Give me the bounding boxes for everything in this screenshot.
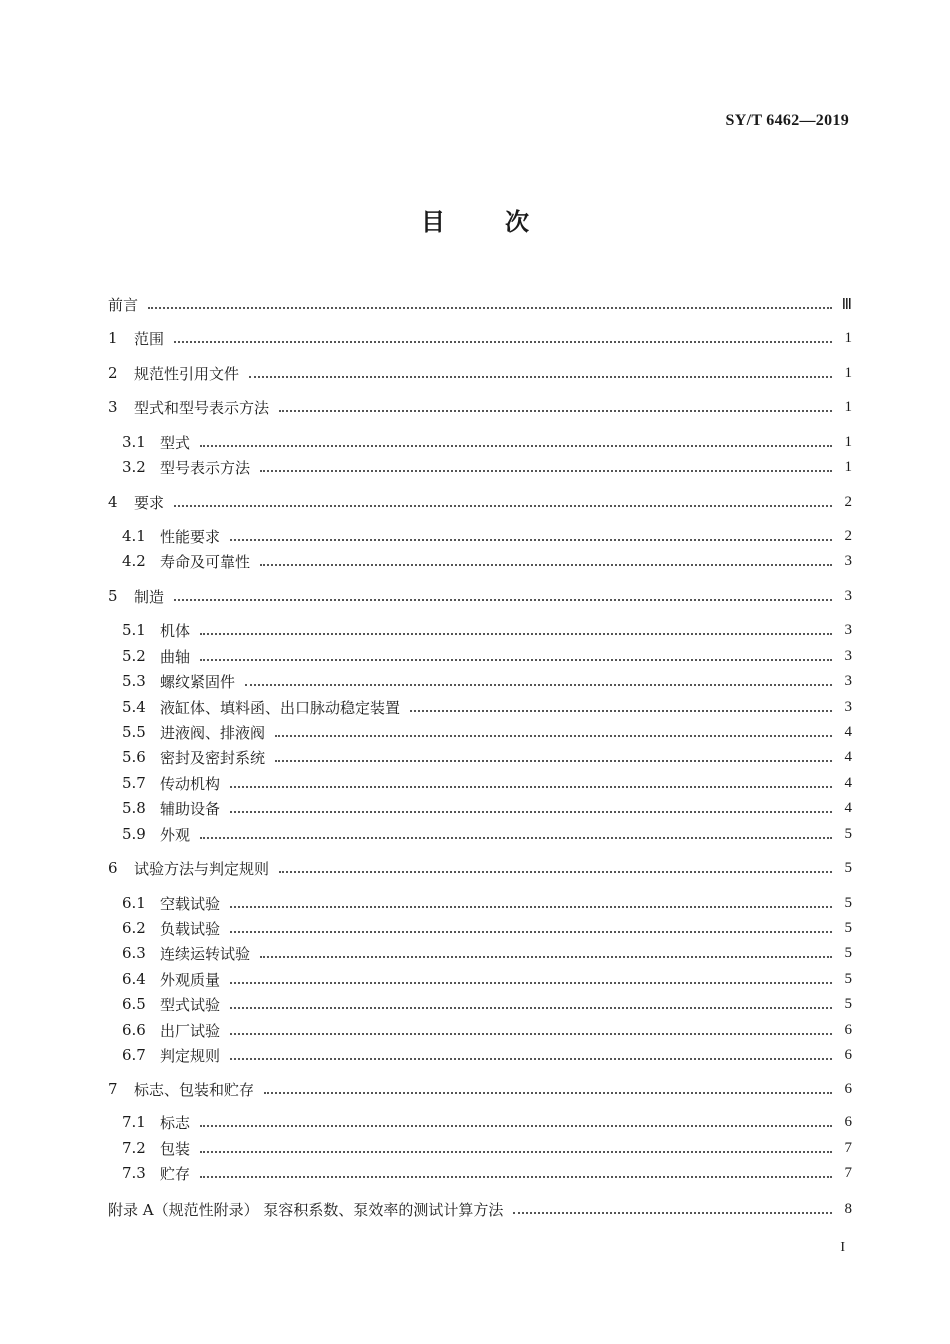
toc-entry-number: 5.9 bbox=[122, 825, 146, 843]
toc-entry[interactable] bbox=[108, 1077, 852, 1101]
dot-leader bbox=[230, 930, 832, 933]
toc-entry-page: 3 bbox=[844, 621, 852, 638]
toc-entry[interactable] bbox=[108, 292, 852, 316]
dot-leader bbox=[230, 905, 832, 908]
toc-entry[interactable] bbox=[108, 1136, 852, 1160]
toc-entry-number: 5.1 bbox=[122, 621, 146, 639]
toc-entry[interactable] bbox=[108, 430, 852, 454]
dot-leader bbox=[260, 469, 832, 472]
toc-entry-label: 判定规则 bbox=[160, 1046, 221, 1065]
toc-entry-label: 曲轴 bbox=[160, 647, 191, 666]
toc-entry-page: 1 bbox=[844, 329, 852, 346]
toc-entry-label: 出厂试验 bbox=[160, 1021, 221, 1040]
toc-entry-label: 辅助设备 bbox=[160, 799, 221, 818]
toc-entry-page: 5 bbox=[844, 995, 852, 1012]
toc-entry-label: 标志、包装和贮存 bbox=[134, 1080, 255, 1099]
toc-entry-label: 液缸体、填料函、出口脉动稳定装置 bbox=[160, 698, 401, 717]
dot-leader bbox=[513, 1211, 832, 1214]
dot-leader bbox=[260, 563, 832, 566]
toc-entry-page: 4 bbox=[844, 748, 852, 765]
toc-entry[interactable] bbox=[108, 992, 852, 1016]
toc-entry[interactable] bbox=[108, 967, 852, 991]
toc-entry-page: 3 bbox=[844, 647, 852, 664]
toc-entry-page: 6 bbox=[844, 1080, 852, 1097]
toc-entry-page: 4 bbox=[844, 774, 852, 791]
dot-leader bbox=[200, 444, 832, 447]
toc-entry-number: 5 bbox=[108, 587, 118, 605]
toc-entry-page: 5 bbox=[844, 919, 852, 936]
dot-leader bbox=[200, 1150, 832, 1153]
toc-entry[interactable] bbox=[108, 891, 852, 915]
toc-entry-label: 范围 bbox=[134, 329, 165, 348]
dot-leader bbox=[230, 1006, 832, 1009]
toc-entry[interactable] bbox=[108, 856, 852, 880]
toc-entry-number: 4.2 bbox=[122, 552, 146, 570]
dot-leader bbox=[230, 810, 832, 813]
toc-entry-label: 前言 bbox=[108, 295, 139, 314]
toc-entry-page: 6 bbox=[844, 1046, 852, 1063]
toc-entry-page: 2 bbox=[844, 493, 852, 510]
toc-entry[interactable] bbox=[108, 326, 852, 350]
toc-entry[interactable] bbox=[108, 796, 852, 820]
dot-leader bbox=[275, 734, 832, 737]
toc-entry-label: 外观质量 bbox=[160, 970, 221, 989]
toc-entry-page: 6 bbox=[844, 1113, 852, 1130]
toc-entry-label: 连续运转试验 bbox=[160, 944, 251, 963]
toc-entry-label: 负载试验 bbox=[160, 919, 221, 938]
toc-entry[interactable] bbox=[108, 1110, 852, 1134]
toc-entry[interactable] bbox=[108, 455, 852, 479]
toc-entry-page: 1 bbox=[844, 398, 852, 415]
toc-entry-page: 6 bbox=[844, 1021, 852, 1038]
toc-entry[interactable] bbox=[108, 745, 852, 769]
toc-entry-label: 型号表示方法 bbox=[160, 458, 251, 477]
page-title bbox=[0, 202, 950, 237]
dot-leader bbox=[230, 1057, 832, 1060]
dot-leader bbox=[200, 1124, 832, 1127]
toc-entry-page: 7 bbox=[844, 1164, 852, 1181]
toc-entry-page: 5 bbox=[844, 894, 852, 911]
toc-entry[interactable] bbox=[108, 695, 852, 719]
toc-entry-label: 机体 bbox=[160, 621, 191, 640]
toc-entry-number: 5.5 bbox=[122, 723, 146, 741]
toc-entry-page: 5 bbox=[844, 859, 852, 876]
dot-leader bbox=[200, 658, 832, 661]
dot-leader bbox=[279, 870, 832, 873]
toc-entry-page: 4 bbox=[844, 723, 852, 740]
toc-entry-number: 3.1 bbox=[122, 433, 146, 451]
toc-entry-number: 1 bbox=[108, 329, 118, 347]
dot-leader bbox=[264, 1091, 832, 1094]
toc-entry[interactable] bbox=[108, 524, 852, 548]
toc-entry-page: 5 bbox=[844, 970, 852, 987]
dot-leader bbox=[148, 306, 832, 309]
toc-entry[interactable] bbox=[108, 916, 852, 940]
toc-entry[interactable] bbox=[108, 395, 852, 419]
toc-entry-label: 试验方法与判定规则 bbox=[134, 859, 270, 878]
toc-entry-page: Ⅲ bbox=[841, 296, 852, 313]
toc-entry-label: 性能要求 bbox=[160, 527, 221, 546]
toc-entry-number: 6 bbox=[108, 859, 118, 877]
toc-entry-page: 5 bbox=[844, 944, 852, 961]
dot-leader bbox=[249, 375, 832, 378]
toc-entry-label: 附录 A（规范性附录） 泵容积系数、泵效率的测试计算方法 bbox=[108, 1200, 504, 1219]
dot-leader bbox=[174, 504, 832, 507]
toc-entry-page: 1 bbox=[844, 433, 852, 450]
dot-leader bbox=[275, 759, 832, 762]
dot-leader bbox=[279, 409, 832, 412]
dot-leader bbox=[174, 340, 832, 343]
toc-entry-page: 1 bbox=[844, 364, 852, 381]
toc-entry-label: 型式试验 bbox=[160, 995, 221, 1014]
dot-leader bbox=[230, 538, 832, 541]
toc-entry-label: 规范性引用文件 bbox=[134, 364, 240, 383]
toc-entry-number: 6.6 bbox=[122, 1021, 146, 1039]
toc-entry-number: 4 bbox=[108, 493, 118, 511]
toc-entry[interactable] bbox=[108, 1161, 852, 1185]
dot-leader bbox=[174, 598, 832, 601]
toc-entry-label: 传动机构 bbox=[160, 774, 221, 793]
toc-entry-number: 7.1 bbox=[122, 1113, 146, 1131]
toc-entry[interactable] bbox=[108, 720, 852, 744]
toc-entry-label: 外观 bbox=[160, 825, 191, 844]
toc-entry-label: 螺纹紧固件 bbox=[160, 672, 236, 691]
toc-entry-number: 6.2 bbox=[122, 919, 146, 937]
dot-leader bbox=[200, 1175, 832, 1178]
toc-entry-page: 7 bbox=[844, 1139, 852, 1156]
toc-entry-label: 进液阀、排液阀 bbox=[160, 723, 266, 742]
toc-entry[interactable] bbox=[108, 549, 852, 573]
toc-entry-number: 6.4 bbox=[122, 970, 146, 988]
toc-entry-label: 包装 bbox=[160, 1139, 191, 1158]
toc-entry-page: 3 bbox=[844, 672, 852, 689]
toc-entry[interactable] bbox=[108, 361, 852, 385]
toc-entry-number: 5.4 bbox=[122, 698, 146, 716]
dot-leader bbox=[230, 1032, 832, 1035]
toc-entry-number: 5.7 bbox=[122, 774, 146, 792]
dot-leader bbox=[230, 981, 832, 984]
toc-entry[interactable] bbox=[108, 771, 852, 795]
toc-entry-label: 空载试验 bbox=[160, 894, 221, 913]
toc-entry-number: 2 bbox=[108, 364, 118, 382]
toc-entry-label: 型式和型号表示方法 bbox=[134, 398, 270, 417]
toc-entry-number: 4.1 bbox=[122, 527, 146, 545]
toc-entry-label: 标志 bbox=[160, 1113, 191, 1132]
toc-entry[interactable] bbox=[108, 822, 852, 846]
toc-entry-page: 3 bbox=[844, 552, 852, 569]
toc-entry-label: 贮存 bbox=[160, 1164, 191, 1183]
toc-entry-number: 7.3 bbox=[122, 1164, 146, 1182]
dot-leader bbox=[200, 836, 832, 839]
toc-entry[interactable] bbox=[108, 941, 852, 965]
dot-leader bbox=[260, 955, 832, 958]
dot-leader bbox=[200, 632, 832, 635]
dot-leader bbox=[410, 709, 832, 712]
toc-entry-page: 8 bbox=[844, 1200, 852, 1217]
toc-entry[interactable] bbox=[108, 669, 852, 693]
toc-entry-label: 寿命及可靠性 bbox=[160, 552, 251, 571]
toc-entry[interactable] bbox=[108, 1018, 852, 1042]
toc-entry-number: 7 bbox=[108, 1080, 118, 1098]
toc-entry-number: 6.5 bbox=[122, 995, 146, 1013]
toc-entry-page: 2 bbox=[844, 527, 852, 544]
toc-entry-number: 5.2 bbox=[122, 647, 146, 665]
toc-entry-number: 6.7 bbox=[122, 1046, 146, 1064]
toc-entry[interactable] bbox=[108, 1043, 852, 1067]
toc-entry-number: 3.2 bbox=[122, 458, 146, 476]
toc-entry-page: 5 bbox=[844, 825, 852, 842]
toc-entry-page: 3 bbox=[844, 698, 852, 715]
toc-entry-number: 5.8 bbox=[122, 799, 146, 817]
toc-entry-label: 要求 bbox=[134, 493, 165, 512]
toc-entry[interactable] bbox=[108, 644, 852, 668]
toc-entry-number: 5.3 bbox=[122, 672, 146, 690]
toc-entry-label: 制造 bbox=[134, 587, 165, 606]
toc-entry-label: 密封及密封系统 bbox=[160, 748, 266, 767]
page-number: I bbox=[840, 1240, 845, 1255]
toc-entry-number: 6.3 bbox=[122, 944, 146, 962]
toc-entry-number: 5.6 bbox=[122, 748, 146, 766]
toc-entry[interactable] bbox=[108, 584, 852, 608]
toc-entry[interactable] bbox=[108, 1197, 852, 1221]
toc-entry-number: 6.1 bbox=[122, 894, 146, 912]
title-char-2: 次 bbox=[505, 208, 529, 236]
dot-leader bbox=[245, 683, 832, 686]
toc-entry-number: 7.2 bbox=[122, 1139, 146, 1157]
toc-entry-page: 3 bbox=[844, 587, 852, 604]
toc-entry-number: 3 bbox=[108, 398, 118, 416]
toc-entry-page: 4 bbox=[844, 799, 852, 816]
standard-code: SY/T 6462—2019 bbox=[725, 112, 849, 129]
toc-entry-label: 型式 bbox=[160, 433, 191, 452]
dot-leader bbox=[230, 785, 832, 788]
toc-entry[interactable] bbox=[108, 618, 852, 642]
title-char-1: 目 bbox=[421, 208, 445, 236]
toc-entry-page: 1 bbox=[844, 458, 852, 475]
toc-entry[interactable] bbox=[108, 490, 852, 514]
